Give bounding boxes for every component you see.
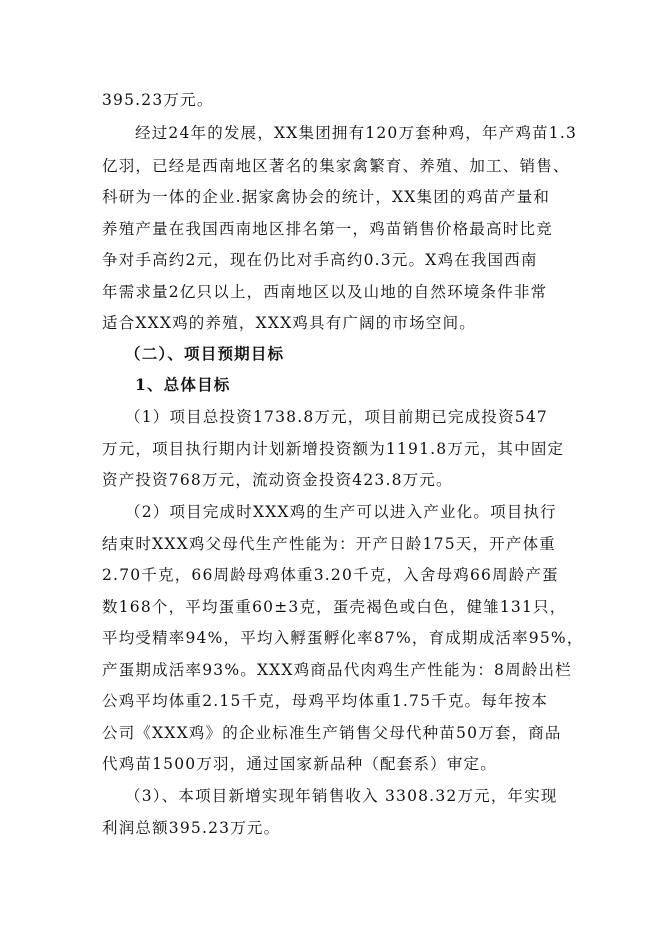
text-line: （2）项目完成时XXX鸡的生产可以进入产业化。项目执行 (125, 503, 557, 521)
text-line: 科研为一体的企业.据家禽协会的统计，XX集团的鸡苗产量和 (102, 188, 551, 206)
text-line: 经过24年的发展，XX集团拥有120万套种鸡，年产鸡苗1.3 (135, 124, 578, 142)
text-line: 公司《XXX鸡》的企业标准生产销售父母代种苗50万套，商品 (102, 724, 562, 742)
text-line: 资产投资768万元，流动资金投资423.8万元。 (102, 471, 453, 489)
section-heading: （二）、项目预期目标 (125, 344, 285, 363)
text-line: 养殖产量在我国西南地区排名第一，鸡苗销售价格最高时比竞 (102, 220, 553, 238)
text-line: 平均受精率94%，平均入孵蛋孵化率87%，育成期成活率95%， (102, 629, 584, 647)
text-line: 数168个，平均蛋重60±3克，蛋壳褐色或白色，健雏131只， (102, 598, 567, 616)
text-line: 亿羽，已经是西南地区著名的集家禽繁育、养殖、加工、销售、 (102, 157, 570, 175)
text-line: （3）、本项目新增实现年销售收入 3308.32万元，年实现 (125, 787, 558, 805)
subheading: 1、总体目标 (135, 375, 231, 394)
text-line: 公鸡平均体重2.15千克，母鸡平均体重1.75千克。每年按本 (102, 692, 549, 710)
text-line: 万元，项目执行期内计划新增投资额为1191.8万元，其中固定 (102, 440, 565, 458)
text-line: 2.70千克，66周龄母鸡体重3.20千克，入舍母鸡66周龄产蛋 (102, 566, 559, 584)
text-line: 利润总额395.23万元。 (102, 819, 281, 837)
text-line: 395.23万元。 (102, 91, 214, 109)
text-line: （1）项目总投资1738.8万元，项目前期已完成投资547 (125, 408, 548, 426)
text-line: 代鸡苗1500万羽，通过国家新品种（配套系）审定。 (102, 755, 497, 773)
text-line: 适合XXX鸡的养殖，XXX鸡具有广阔的市场空间。 (102, 314, 477, 332)
text-line: 年需求量2亿只以上，西南地区以及山地的自然环境条件非常 (102, 283, 548, 301)
text-line: 产蛋期成活率93%。XXX鸡商品代肉鸡生产性能为：8周龄出栏 (102, 661, 572, 679)
text-line: 争对手高约2元，现在仍比对手高约0.3元。X鸡在我国西南 (102, 251, 538, 269)
text-line: 结束时XXX鸡父母代生产性能为：开产日龄175天，开产体重 (102, 535, 556, 553)
